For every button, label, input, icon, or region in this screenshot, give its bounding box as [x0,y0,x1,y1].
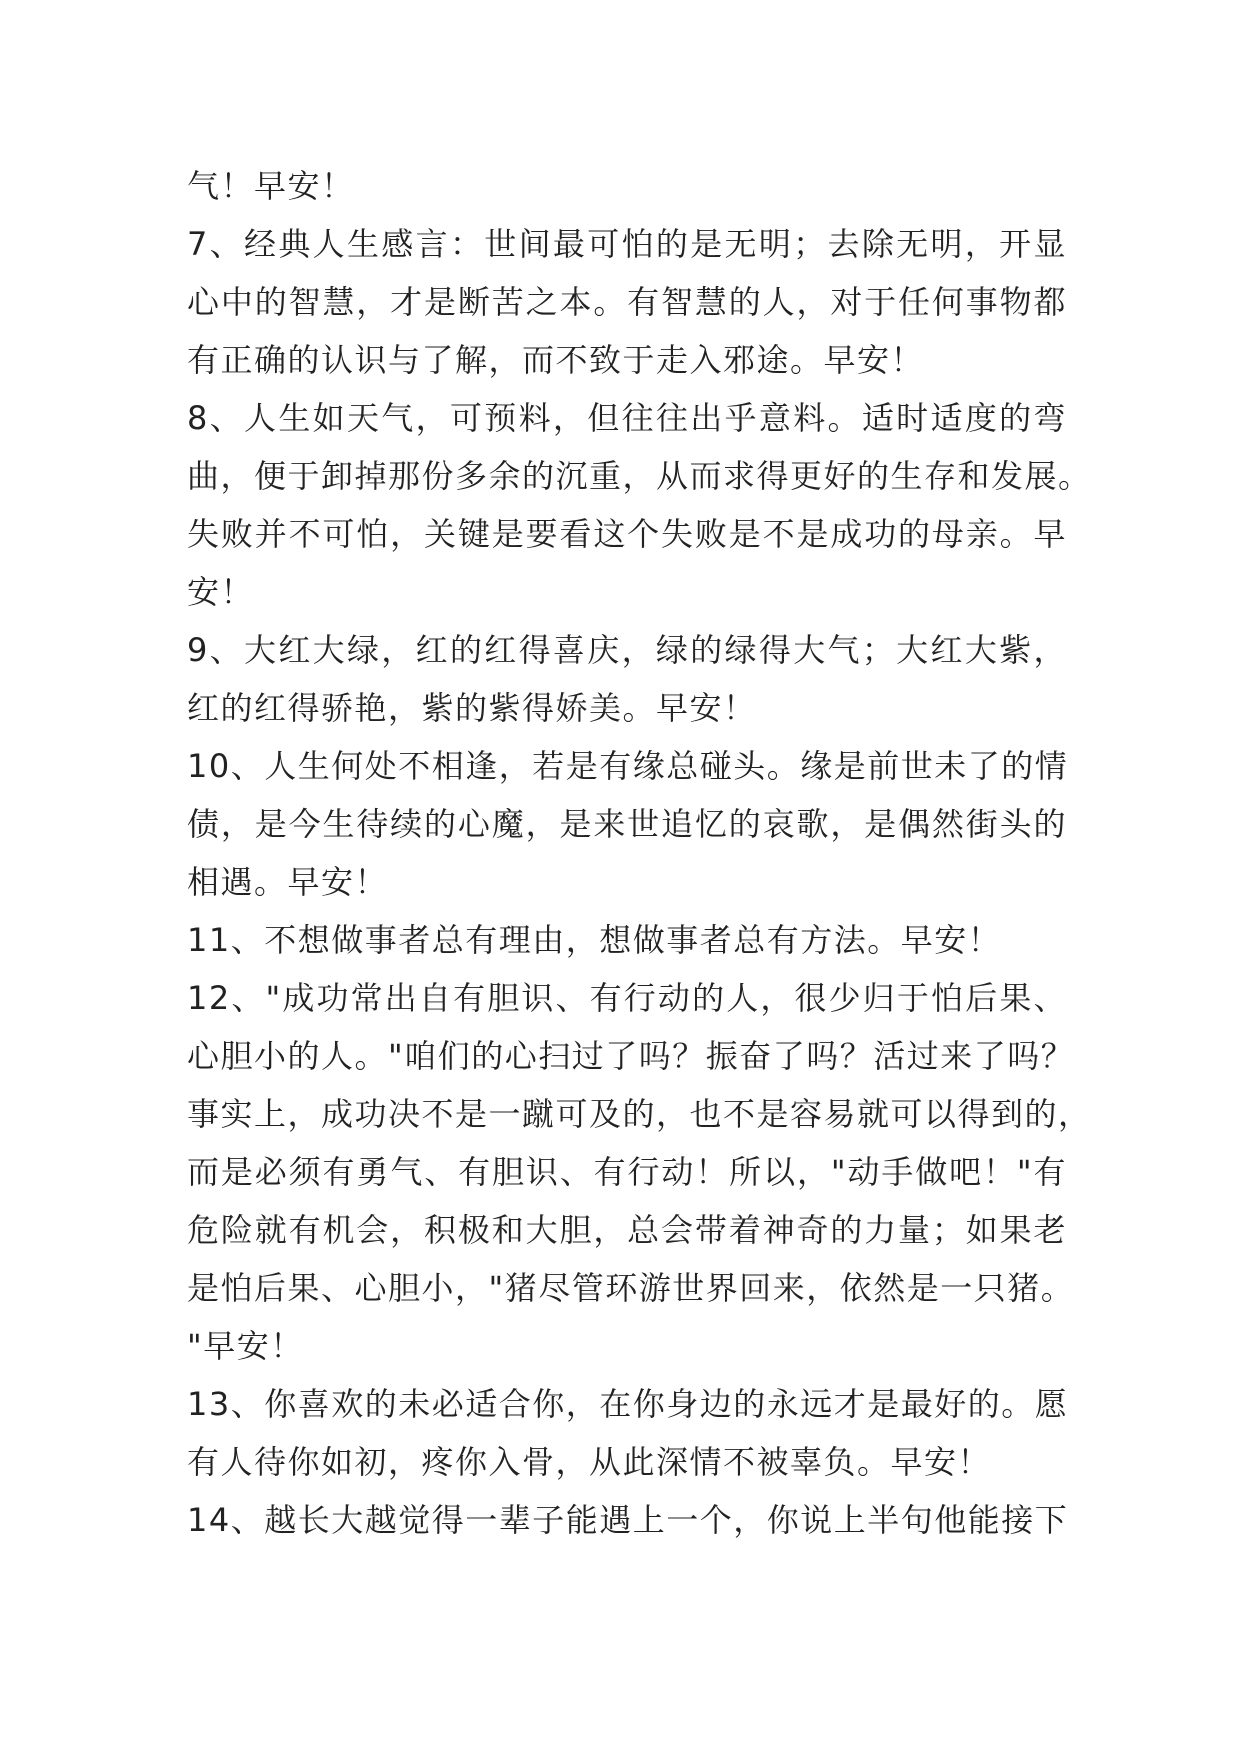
text-line: 危险就有机会，积极和大胆，总会带着神奇的力量；如果老 [187,1211,1067,1249]
text-line: "早安！ [187,1327,304,1365]
text-line: 有正确的认识与了解，而不致于走入邪途。早安！ [187,341,925,379]
text-line: 14、越长大越觉得一辈子能遇上一个，你说上半句他能接下 [187,1501,1069,1539]
text-line: 红的红得骄艳，紫的紫得娇美。早安！ [187,689,757,727]
text-line: 而是必须有勇气、有胆识、有行动！所以，"动手做吧！"有 [187,1153,1067,1191]
text-line: 安！ [187,573,255,611]
text-line: 9、大红大绿，红的红得喜庆，绿的绿得大气；大红大紫， [187,631,1067,669]
text-line: 气！早安！ [187,167,355,205]
text-line: 事实上，成功决不是一蹴可及的，也不是容易就可以得到的， [187,1095,1092,1133]
text-line: 8、人生如天气，可预料，但往往出乎意料。适时适度的弯 [187,399,1067,437]
text-line: 11、不想做事者总有理由，想做事者总有方法。早安！ [187,921,1002,959]
text-line: 心胆小的人。"咱们的心扫过了吗？振奋了吗？活过来了吗？ [187,1037,1075,1075]
text-line: 曲，便于卸掉那份多余的沉重，从而求得更好的生存和发展。 [187,457,1092,495]
text-line: 债，是今生待续的心魔，是来世追忆的哀歌，是偶然街头的 [187,805,1067,843]
text-line: 心中的智慧，才是断苦之本。有智慧的人，对于任何事物都 [187,283,1067,321]
text-line: 有人待你如初，疼你入骨，从此深情不被辜负。早安！ [187,1443,992,1481]
text-line: 失败并不可怕，关键是要看这个失败是不是成功的母亲。早 [187,515,1067,553]
body-text [187,157,1092,1549]
text-line: 12、"成功常出自有胆识、有行动的人，很少归于怕后果、 [187,979,1067,1017]
text-line: 7、经典人生感言：世间最可怕的是无明；去除无明，开显 [187,225,1067,263]
text-line: 是怕后果、心胆小，"猪尽管环游世界回来，依然是一只猪。 [187,1269,1075,1307]
text-line: 相遇。早安！ [187,863,389,901]
text-line: 10、人生何处不相逢，若是有缘总碰头。缘是前世未了的情 [187,747,1069,785]
text-line: 13、你喜欢的未必适合你，在你身边的永远才是最好的。愿 [187,1385,1069,1423]
